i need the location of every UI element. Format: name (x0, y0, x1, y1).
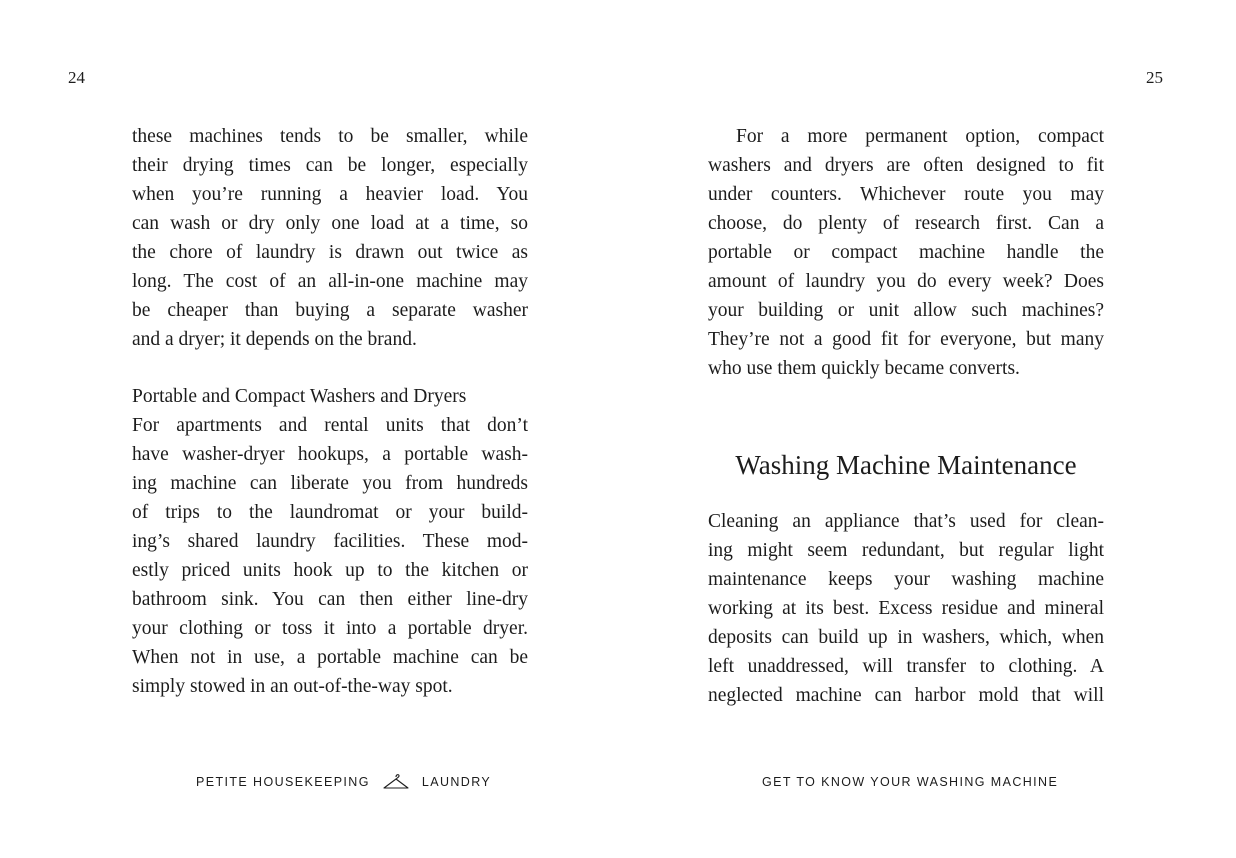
right-page-text (708, 122, 1104, 710)
body-line: the chore of laundry is drawn out twice as (132, 242, 528, 263)
body-line: under counters. Whichever route you may (708, 184, 1104, 205)
body-line: Cleaning an appliance that’s used for clean- (708, 511, 1104, 532)
body-line: left unaddressed, will transfer to clothing. A (708, 656, 1104, 677)
body-line: For a more permanent option, compact (736, 126, 1104, 147)
body-line: portable or compact machine handle the (708, 242, 1104, 263)
body-line: For apartments and rental units that don’t (132, 415, 528, 436)
body-line: these machines tends to be smaller, while (132, 126, 528, 147)
section-title: Washing Machine Maintenance (735, 450, 1077, 480)
body-line: your clothing or toss it into a portable dryer. (132, 618, 528, 639)
body-line: choose, do plenty of research first. Can a (708, 213, 1104, 234)
body-line: long. The cost of an all-in-one machine may (132, 271, 528, 292)
body-line: deposits can build up in washers, which, when (708, 627, 1104, 648)
body-line: ing’s shared laundry facilities. These mod- (132, 531, 528, 552)
subheading: Portable and Compact Washers and Dryers (132, 386, 467, 407)
body-line: and a dryer; it depends on the brand. (132, 329, 417, 350)
footer-book-title: PETITE HOUSEKEEPING (196, 775, 370, 789)
page-number-left: 24 (68, 68, 85, 87)
body-line: ing might seem redundant, but regular light (708, 540, 1104, 561)
body-line: your building or unit allow such machines? (708, 300, 1104, 321)
body-line: simply stowed in an out-of-the-way spot. (132, 676, 453, 697)
body-line: When not in use, a portable machine can be (132, 647, 528, 668)
body-line: working at its best. Excess residue and mineral (708, 598, 1104, 619)
body-line: when you’re running a heavier load. You (132, 184, 528, 205)
footer-chapter: LAUNDRY (421, 775, 492, 789)
body-line: washers and dryers are often designed to fit (708, 155, 1104, 176)
body-line: their drying times can be longer, especially (132, 155, 528, 176)
body-line: They’re not a good fit for everyone, but many (708, 329, 1104, 350)
body-line: amount of laundry you do every week? Does (708, 271, 1104, 292)
body-line: have washer-dryer hookups, a portable wash- (132, 444, 528, 465)
footer-right (762, 772, 1058, 792)
body-line: ing machine can liberate you from hundreds (132, 473, 528, 494)
left-page-text (132, 122, 528, 701)
body-line: estly priced units hook up to the kitchen or (132, 560, 528, 581)
body-line: bathroom sink. You can then either line-dry (132, 589, 528, 610)
body-line: of trips to the laundromat or your build- (132, 502, 528, 523)
body-line: who use them quickly became converts. (708, 358, 1020, 379)
footer-section: GET TO KNOW YOUR WASHING MACHINE (762, 775, 1059, 789)
body-line: can wash or dry only one load at a time, so (132, 213, 528, 234)
body-line: maintenance keeps your washing machine (708, 569, 1104, 590)
hanger-icon (382, 772, 410, 792)
footer-left (196, 772, 491, 792)
page-number-right: 25 (1146, 68, 1163, 87)
body-line: be cheaper than buying a separate washer (132, 300, 528, 321)
body-line: neglected machine can harbor mold that will (708, 685, 1104, 706)
